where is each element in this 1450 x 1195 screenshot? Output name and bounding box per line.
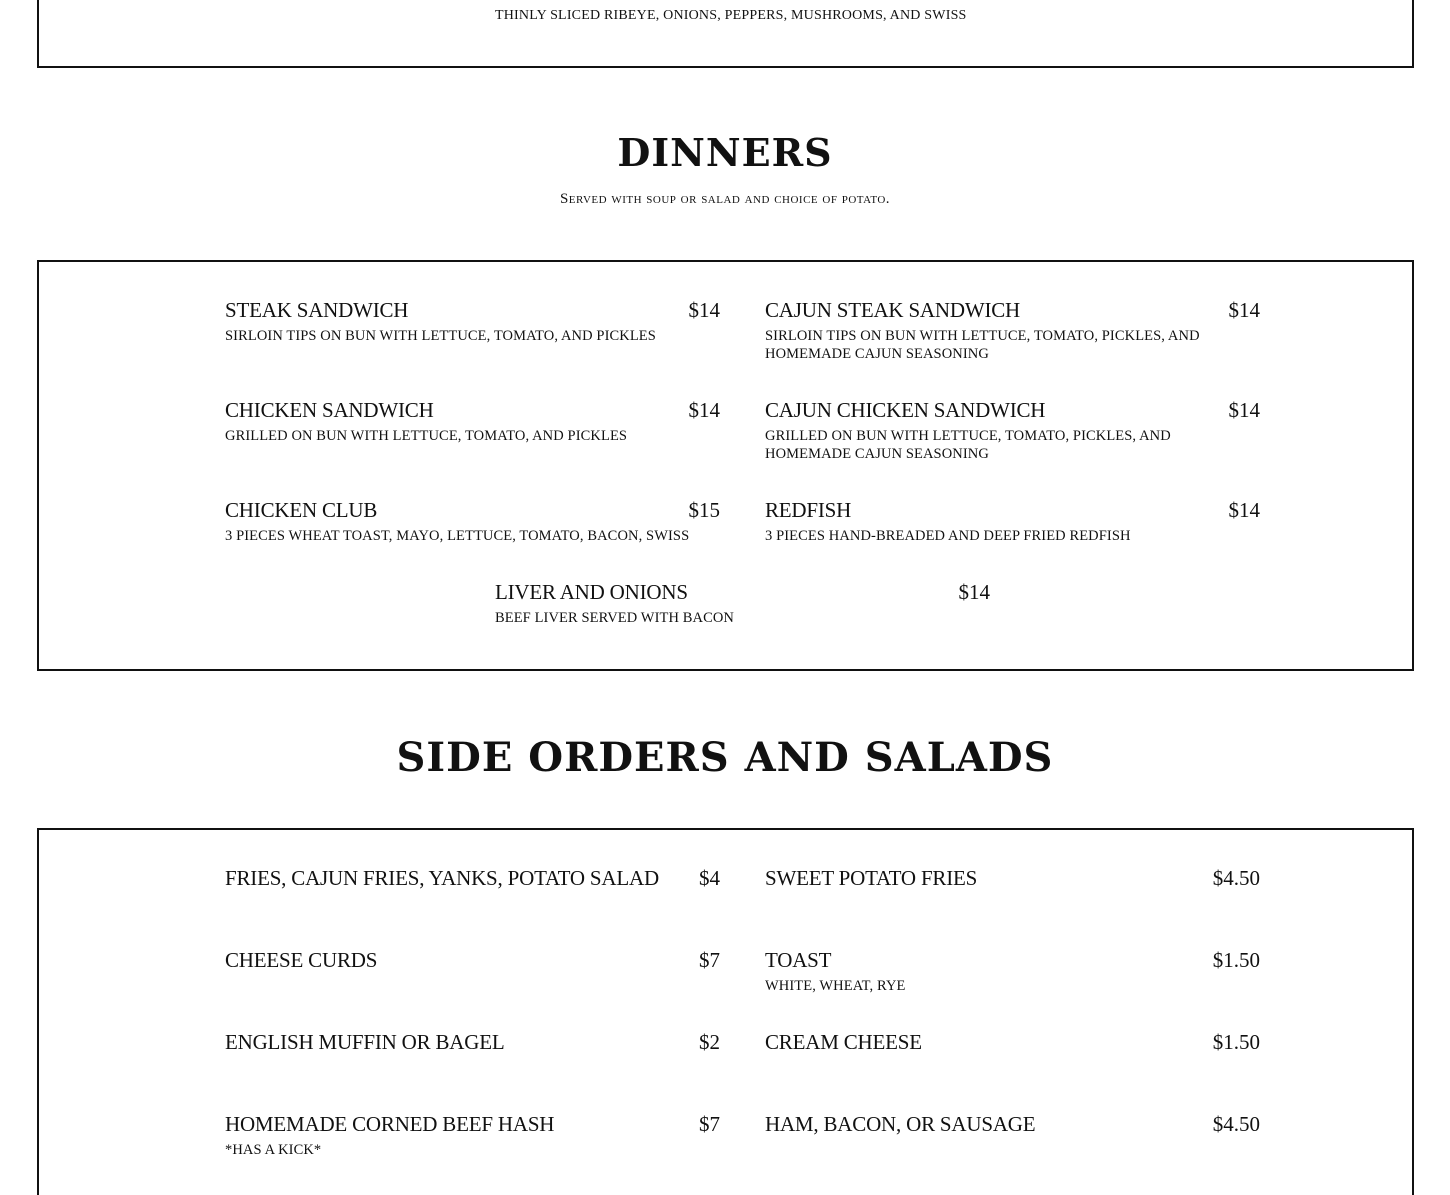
menu-item-price: $4.50 <box>1212 1112 1260 1136</box>
menu-item <box>225 866 720 891</box>
menu-item-name: CHEESE CURDS <box>225 948 378 972</box>
menu-item-price: $1.50 <box>1212 1030 1260 1054</box>
menu-item <box>225 498 720 545</box>
section-title-sides: SIDE ORDERS AND SALADS <box>396 734 1054 781</box>
menu-item <box>225 298 720 345</box>
menu-item-price: $15 <box>688 498 720 522</box>
menu-item-description: 3 PIECES WHEAT TOAST, MAYO, LETTUCE, TOMATO, BACON, SWISS <box>225 528 690 544</box>
menu-item-description: SIRLOIN TIPS ON BUN WITH LETTUCE, TOMATO, PICKLES, AND HOMEMADE CAJUN SEASONING <box>765 328 1200 362</box>
menu-item <box>765 866 1260 891</box>
menu-item-name: HOMEMADE CORNED BEEF HASH <box>225 1112 555 1136</box>
menu-item-price: $1.50 <box>1212 948 1260 972</box>
menu-item <box>765 1112 1260 1137</box>
menu-item <box>225 948 720 973</box>
menu-item-name: FRIES, CAJUN FRIES, YANKS, POTATO SALAD <box>225 866 659 890</box>
menu-item-price: $4.50 <box>1212 866 1260 890</box>
menu-item <box>765 1030 1260 1055</box>
menu-item-description: GRILLED ON BUN WITH LETTUCE, TOMATO, PICKLES, AND HOMEMADE CAJUN SEASONING <box>765 428 1171 462</box>
section-subtitle-dinners: Served with soup or salad and choice of potato. <box>559 191 891 207</box>
menu-item-name: CHICKEN CLUB <box>225 498 378 522</box>
section-title-dinners: DINNERS <box>617 130 833 175</box>
menu-item-name: CAJUN STEAK SANDWICH <box>765 298 1021 322</box>
menu-item-price: $7 <box>699 948 720 972</box>
menu-item-name: CHICKEN SANDWICH <box>225 398 434 422</box>
menu-item-description: THINLY SLICED RIBEYE, ONIONS, PEPPERS, MUSHROOMS, AND SWISS <box>495 8 967 23</box>
menu-item-price: $7 <box>699 1112 720 1136</box>
menu-item <box>765 298 1260 363</box>
menu-item-price: $14 <box>688 398 720 422</box>
menu-item <box>225 1030 720 1055</box>
menu-item-description: 3 PIECES HAND-BREADED AND DEEP FRIED REDFISH <box>765 528 1131 544</box>
menu-item <box>765 948 1260 995</box>
menu-item-price: $14 <box>1228 298 1260 322</box>
menu-item-description: SIRLOIN TIPS ON BUN WITH LETTUCE, TOMATO, AND PICKLES <box>225 328 656 344</box>
menu-item-description: WHITE, WHEAT, RYE <box>765 978 906 994</box>
menu-item-name: ENGLISH MUFFIN OR BAGEL <box>225 1030 505 1054</box>
menu-item-price: $14 <box>958 580 990 604</box>
menu-item-name: CREAM CHEESE <box>765 1030 922 1054</box>
menu-item-name: TOAST <box>765 948 832 972</box>
menu-item-description: GRILLED ON BUN WITH LETTUCE, TOMATO, AND PICKLES <box>225 428 628 444</box>
menu-item <box>765 398 1260 463</box>
menu-item-name: HAM, BACON, OR SAUSAGE <box>765 1112 1036 1136</box>
menu-item-price: $14 <box>1228 498 1260 522</box>
menu-item-price: $14 <box>1228 398 1260 422</box>
menu-item-price: $4 <box>699 866 720 890</box>
menu-item <box>765 498 1260 545</box>
menu-item-name: REDFISH <box>765 498 852 522</box>
menu-item-name: SWEET POTATO FRIES <box>765 866 978 890</box>
menu-item <box>225 398 720 445</box>
menu-item-name: LIVER AND ONIONS <box>495 580 688 604</box>
menu-item-description: *HAS A KICK* <box>225 1142 322 1158</box>
menu-item-name: STEAK SANDWICH <box>225 298 409 322</box>
menu-item-price: $2 <box>699 1030 720 1054</box>
menu-item-price: $14 <box>688 298 720 322</box>
menu-item-name: CAJUN CHICKEN SANDWICH <box>765 398 1046 422</box>
menu-item <box>225 1112 720 1159</box>
menu-item <box>495 580 990 627</box>
menu-item-description: BEEF LIVER SERVED WITH BACON <box>495 610 735 626</box>
